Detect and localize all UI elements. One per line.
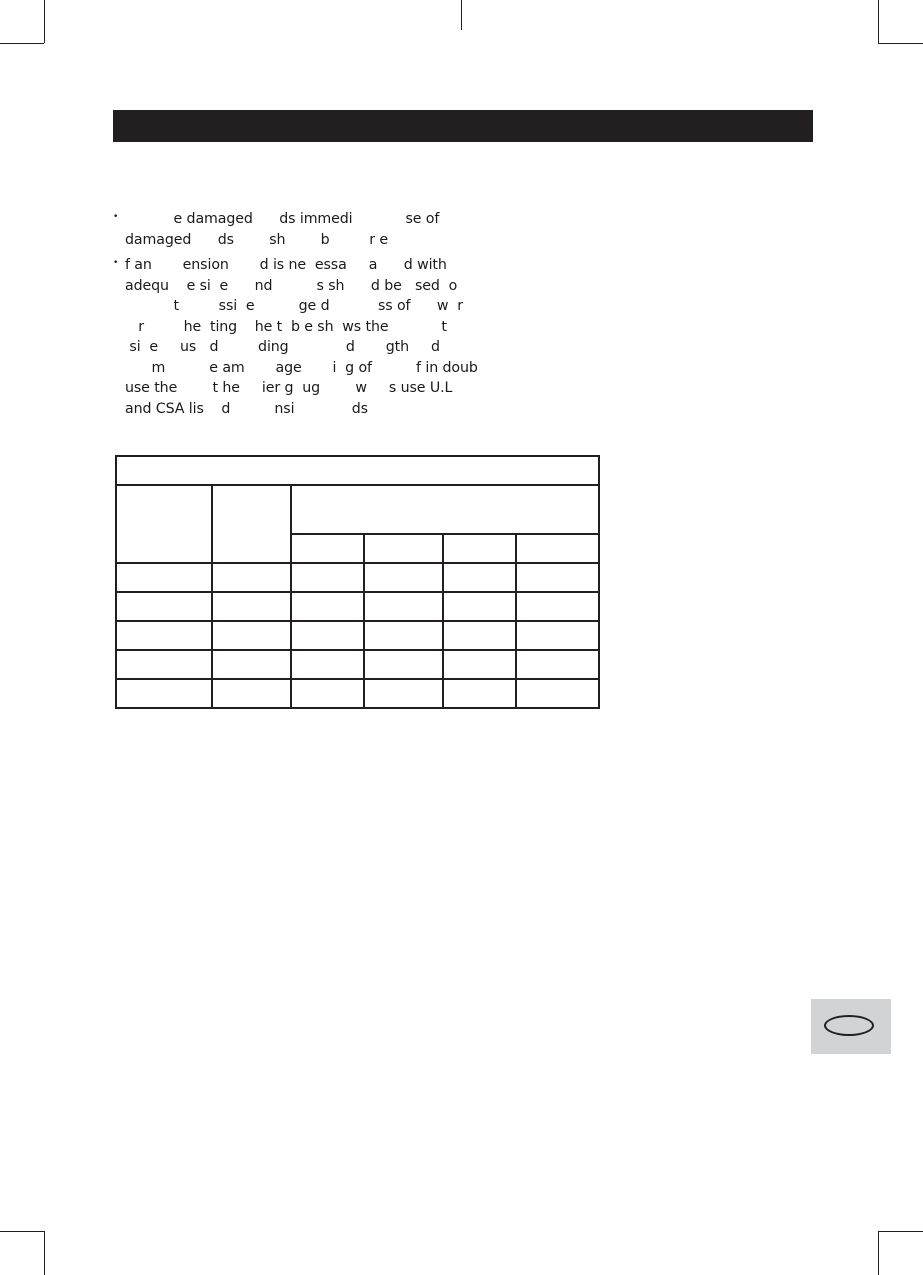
table-header-cell [212,485,291,563]
table-row [116,650,599,679]
table-cell [516,592,599,621]
table-subheader-cell [516,534,599,563]
language-oval-icon [824,1015,874,1036]
bullet-text-line: adequ e si e nd s sh d be sed o [125,277,458,294]
table-cell [116,679,212,708]
table-cell [443,621,516,650]
table-cell [443,679,516,708]
bullet-text-line: m e am age i g of f in doub [125,359,478,376]
cord-rating-table [115,455,600,709]
crop-mark [878,43,923,44]
table-cell [516,621,599,650]
registration-line [461,0,462,30]
table-cell [291,679,364,708]
bullet-text-line: si e us d ding d gth d [125,339,440,355]
crop-mark [44,1231,45,1275]
bullet-item [112,209,452,250]
table-subheader-cell [443,534,516,563]
bullet-text-line: damaged ds sh b r e [125,231,389,248]
language-tab [811,999,891,1054]
bullet-list [112,209,478,424]
crop-mark [878,1231,879,1275]
bullet-text-line: and CSA lis d nsi ds [125,400,368,417]
table-cell [212,621,291,650]
table-cell [364,563,443,592]
table-cell [443,650,516,679]
table-subheader-cell [364,534,443,563]
table-cell [291,650,364,679]
bullet-text-line: use the t he ier g ug w s use U.L [125,380,453,396]
table-cell [212,563,291,592]
table-row [116,592,599,621]
table-cell [516,679,599,708]
crop-mark [878,0,879,43]
table-cell [516,563,599,592]
table-row [116,563,599,592]
table-cell [212,592,291,621]
table-cell [443,592,516,621]
table-cell [443,563,516,592]
bullet-item [112,255,478,419]
table-cell [364,679,443,708]
bullet-marker: • [113,258,119,268]
table-cell [291,563,364,592]
table-cell [364,650,443,679]
crop-mark [0,43,44,44]
table-title-cell [116,456,599,485]
section-header-bar [113,110,813,142]
table-cell [291,592,364,621]
bullet-text-line: e damaged ds immedi se of [125,211,440,227]
table-cell [364,621,443,650]
table-cell [212,650,291,679]
table-row [116,621,599,650]
table-subheader-cell [291,534,364,563]
bullet-text-line: f an ension d is ne essa a d with [125,257,447,273]
table-header-cell [116,485,212,563]
table-cell [516,650,599,679]
table-cell [116,563,212,592]
bullet-text-line: t ssi e ge d ss of w r [125,298,463,314]
table-cell [116,650,212,679]
table-cell [364,592,443,621]
table-cell [212,679,291,708]
table-cell [291,621,364,650]
crop-mark [878,1231,923,1232]
crop-mark [0,1231,44,1232]
table-row [116,679,599,708]
bullet-text-line: r he ting he t b e sh ws the t [125,318,447,335]
crop-mark [44,0,45,43]
bullet-marker: • [113,212,119,222]
table-cell [116,621,212,650]
table-cell [116,592,212,621]
table-header-cell [291,485,599,534]
